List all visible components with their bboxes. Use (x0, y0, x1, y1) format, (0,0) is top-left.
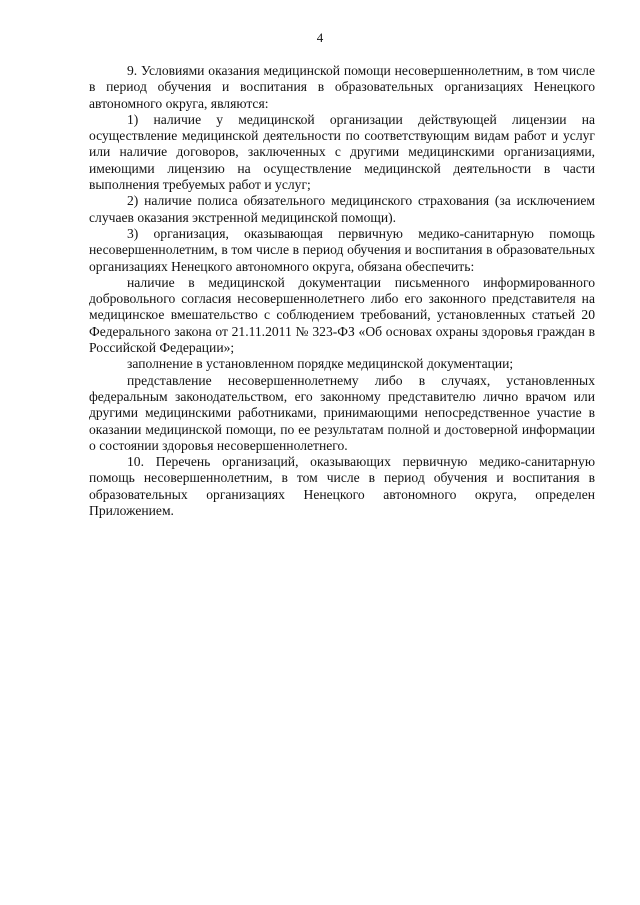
paragraph-item-2-insurance: 2) наличие полиса обязательного медицинского страхования (за исключением случаев оказания экстренной медицинской помощи). (89, 193, 595, 225)
paragraph-9-conditions: 9. Условиями оказания медицинской помощи несовершеннолетним, в том числе в период обучения и воспитания в образовательных организациях Ненецкого автономного округа, являются: (89, 63, 595, 111)
paragraph-item-3-organization: 3) организация, оказывающая первичную медико-санитарную помощь несовершеннолетним, в том числе в период обучения и воспитания в образовательных организациях Ненецкого автономного округа, обязана обеспечить: (89, 225, 595, 274)
paragraph-documentation: заполнение в установленном порядке медицинской документации; (127, 356, 514, 372)
page-number: 4 (316, 30, 324, 45)
document-body (89, 63, 595, 519)
paragraph-consent: наличие в медицинской документации письменного информированного добровольного согласия несовершеннолетнего либо его законного представителя на медицинское вмешательство с соблюдением требований, установленных статьей 20 Федерального закона от 21.11.2011 № 323-ФЗ «Об основах охраны здоровья граждан в Российской Федерации»; (89, 274, 595, 356)
paragraph-information: представление несовершеннолетнему либо в случаях, установленных федеральным законодательством, его законному представителю лично врачом или другими медицинскими работниками, принимающими непосредственное участие в оказании медицинской помощи, по ее результатам полной и достоверной информации о состоянии здоровья несовершеннолетнего. (89, 372, 595, 453)
paragraph-item-1-license: 1) наличие у медицинской организации действующей лицензии на осуществление медицинской деятельности по соответствующим видам работ и услуг или наличие договоров, заключенных с другими медицинскими организациями, имеющими лицензию на осуществление медицинской деятельности в части выполнения требуемых работ и услуг; (89, 111, 595, 193)
paragraph-10-list: 10. Перечень организаций, оказывающих первичную медико-санитарную помощь несовершеннолетним, в том числе в период обучения и воспитания в образовательных организациях Ненецкого автономного округа, определен Приложением. (89, 454, 595, 519)
